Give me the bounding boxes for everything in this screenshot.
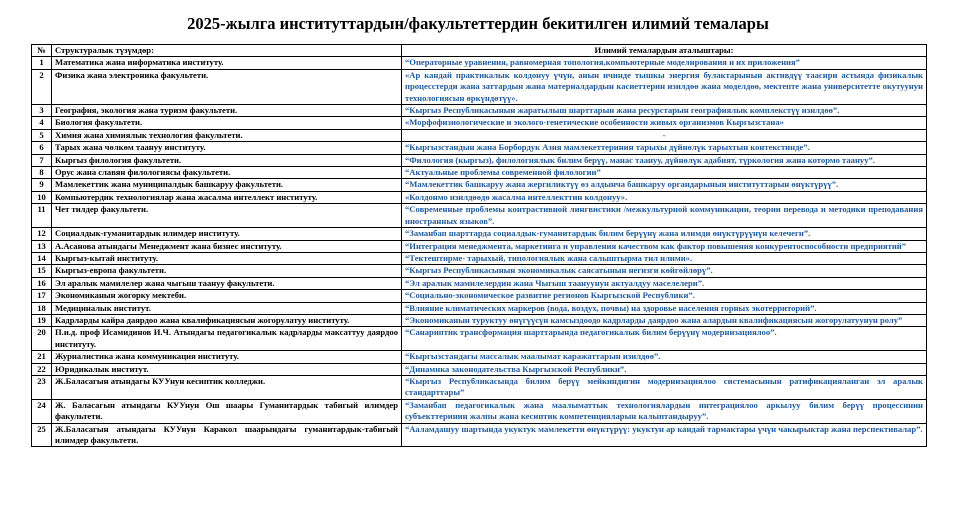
table-row bbox=[32, 69, 927, 104]
row-number: 1 bbox=[32, 57, 52, 69]
structural-unit-name: Тарых жана чөлкөм таануу институту. bbox=[52, 142, 402, 154]
table-row bbox=[32, 375, 927, 399]
research-topic: “Современные проблемы контрастивной лингвистики /межкультурной коммуникации, теории перевода и методики преподавания иностранных языков”. bbox=[402, 204, 927, 228]
table-row bbox=[32, 167, 927, 179]
research-topic: “Кыргызстандагы массалык маалымат каражаттарын изилдөө”. bbox=[402, 351, 927, 363]
table-row bbox=[32, 327, 927, 351]
row-number: 21 bbox=[32, 351, 52, 363]
column-header-topic: Илимий темалардын аталыштары: bbox=[402, 45, 927, 57]
table-row bbox=[32, 154, 927, 166]
structural-unit-name: П.и.д. проф Исамидинов И.Ч. Атындагы педагогикалык кадрларды максаттуу даярдоо институту. bbox=[52, 327, 402, 351]
row-number: 15 bbox=[32, 265, 52, 277]
research-topic: “Мамлекеттик башкаруу жана жергиликтүү өз алдынча башкаруу органдарынын институттарын өнүктүрүү”. bbox=[402, 179, 927, 191]
row-number: 16 bbox=[32, 277, 52, 289]
structural-unit-name: География, экология жана туризм факультети. bbox=[52, 105, 402, 117]
research-topic: “Актуальные проблемы современной филологии” bbox=[402, 167, 927, 179]
research-topic: “Эл аралык мамилелердин жана Чыгыш таануунун актуалдуу маселелери”. bbox=[402, 277, 927, 289]
structural-unit-name: Кыргыз филология факультети. bbox=[52, 154, 402, 166]
structural-unit-name: А.Асанова атындагы Менеджмент жана бизнес институту. bbox=[52, 240, 402, 252]
structural-unit-name: Социалдык-гуманитардык илимдер институту. bbox=[52, 228, 402, 240]
row-number: 13 bbox=[32, 240, 52, 252]
research-topic: - bbox=[402, 129, 927, 141]
table-row bbox=[32, 399, 927, 423]
structural-unit-name: Ж. Баласагын атындагы КУУнун Ош шаары Гуманитардык табигый илимдер факультети. bbox=[52, 399, 402, 423]
table-header-row bbox=[32, 45, 927, 57]
structural-unit-name: Физика жана электроника факультети. bbox=[52, 69, 402, 104]
research-topic: «Колдонмо изилдөөдө жасалма интеллекттин колдонуу». bbox=[402, 191, 927, 203]
row-number: 10 bbox=[32, 191, 52, 203]
table-row bbox=[32, 277, 927, 289]
row-number: 18 bbox=[32, 302, 52, 314]
structural-unit-name: Юридикалык институт. bbox=[52, 363, 402, 375]
table-body bbox=[32, 57, 927, 447]
table-row bbox=[32, 240, 927, 252]
row-number: 24 bbox=[32, 399, 52, 423]
research-topic: “Санариптик трансформация шарттарында педагогикалык билим берүүнү модернизациялоо”. bbox=[402, 327, 927, 351]
table-row bbox=[32, 290, 927, 302]
table-row bbox=[32, 252, 927, 264]
table-row bbox=[32, 191, 927, 203]
structural-unit-name: Кадрларды кайра даярдоо жана квалификациясын жогорулатуу институту. bbox=[52, 314, 402, 326]
structural-unit-name: Экономиканын жогорку мектеби. bbox=[52, 290, 402, 302]
structural-unit-name: Орус жана славян филологиясы факультети. bbox=[52, 167, 402, 179]
research-topic: “Влияние климатических маркеров (вода, воздух, почвы) на здоровье населения горных экотерриторий”. bbox=[402, 302, 927, 314]
table-row bbox=[32, 142, 927, 154]
structural-unit-name: Ж.Баласагын атындагы КУУнун Каракол шаарындагы гуманитардык-табигый илимдер факультети. bbox=[52, 423, 402, 447]
row-number: 19 bbox=[32, 314, 52, 326]
table-row bbox=[32, 179, 927, 191]
document-title: 2025-жылга институттардын/факультеттердин бекитилген илимий темалары bbox=[187, 14, 769, 33]
research-topic: “Кыргыз Республикасында билим берүү мейкиндигин модернизациялоо системасынын ратификацияланган эл аралык стандарттары” bbox=[402, 375, 927, 399]
table-row bbox=[32, 351, 927, 363]
structural-unit-name: Медициналык институт. bbox=[52, 302, 402, 314]
research-topic: “Экономиканын туруктуу өнүгүүсүн камсыздоодо кадрларды даярдоо жана алардын квалификациясын жогорулатуунун ролу” bbox=[402, 314, 927, 326]
table-row bbox=[32, 57, 927, 69]
row-number: 12 bbox=[32, 228, 52, 240]
table-row bbox=[32, 265, 927, 277]
table-row bbox=[32, 228, 927, 240]
research-topic: «Морфофизиологические и эколого-генетические особенности живых организмов Кыргызстана» bbox=[402, 117, 927, 129]
structural-unit-name: Кыргыз-кытай институту. bbox=[52, 252, 402, 264]
research-topic: “Ааламдашуу шартында укуктук мамлекетти өнүктүрүү: укуктун ар кандай тармактары үчүн чакырыктар жана перспективалар”. bbox=[402, 423, 927, 447]
structural-unit-name: Чет тилдер факультети. bbox=[52, 204, 402, 228]
row-number: 8 bbox=[32, 167, 52, 179]
table-row bbox=[32, 129, 927, 141]
research-topic: “Социально-экономическое развитие регионов Кыргызской Республики”. bbox=[402, 290, 927, 302]
row-number: 17 bbox=[32, 290, 52, 302]
structural-unit-name: Журналистика жана коммуникация институту. bbox=[52, 351, 402, 363]
table-row bbox=[32, 204, 927, 228]
research-topic: “Кыргызстандын жана Борбордук Азия мамлекеттеринин тарыхы дүйнөлүк тарыхтын контекстинде”. bbox=[402, 142, 927, 154]
table-row bbox=[32, 105, 927, 117]
row-number: 20 bbox=[32, 327, 52, 351]
structural-unit-name: Математика жана информатика институту. bbox=[52, 57, 402, 69]
table-row bbox=[32, 302, 927, 314]
research-topic: “Кыргыз Республикасынын жаратылыш шарттарын жана ресурстарын географиялык комплекстүү изилдөө”. bbox=[402, 105, 927, 117]
row-number: 25 bbox=[32, 423, 52, 447]
table-row bbox=[32, 314, 927, 326]
research-topic: “Филология (кыргыз), филологиялык билим берүү, манас таануу, дүйнөлүк адабият, түркология жана котормо таануу”. bbox=[402, 154, 927, 166]
row-number: 6 bbox=[32, 142, 52, 154]
research-topic: «Ар кандай практикалык колдонуу үчүн, анын ичинде тышкы энергия булактарынын активдүү таасири астында физикалык процесстерди жана заттардын жана материалдардын касиеттерин изилдөө жана моделдөө, мектепте жана университетте окутуунун технологиясын өркүндөтүү». bbox=[402, 69, 927, 104]
row-number: 11 bbox=[32, 204, 52, 228]
row-number: 2 bbox=[32, 69, 52, 104]
research-topic: “Заманбап шарттарда социалдык-гуманитардык билим берүүнү жана илимди өнүктүрүүнүн келечеги”. bbox=[402, 228, 927, 240]
table-row bbox=[32, 423, 927, 447]
structural-unit-name: Кыргыз-европа факультети. bbox=[52, 265, 402, 277]
research-topic: “Кыргыз Республикасынын экономикалык саясатынын негизги көйгөйлөрү”. bbox=[402, 265, 927, 277]
topics-table bbox=[31, 44, 927, 447]
row-number: 3 bbox=[32, 105, 52, 117]
row-number: 7 bbox=[32, 154, 52, 166]
table-row bbox=[32, 363, 927, 375]
research-topic: “Операторные уравнения, равномерная топология,компьютерные моделирования и их приложения” bbox=[402, 57, 927, 69]
structural-unit-name: Компьютердик технологиялар жана жасалма интеллект институту. bbox=[52, 191, 402, 203]
structural-unit-name: Мамлекеттик жана муниципалдык башкаруу факультети. bbox=[52, 179, 402, 191]
structural-unit-name: Биология факультети. bbox=[52, 117, 402, 129]
column-header-unit: Структуралык түзүмдөр: bbox=[52, 45, 402, 57]
row-number: 14 bbox=[32, 252, 52, 264]
research-topic: “Интеграция менеджмента, маркетинга и управления качеством как фактор повышения конкурентоспособности предприятий” bbox=[402, 240, 927, 252]
row-number: 23 bbox=[32, 375, 52, 399]
research-topic: “Заманбап педагогикалык жана маалыматтык технологиялардын интеграциялоо аркылуу билим берүү процессинин субъекттеринин жалпы жана кесиптик компетенцияларын калыптандыруу”. bbox=[402, 399, 927, 423]
row-number: 9 bbox=[32, 179, 52, 191]
structural-unit-name: Химия жана химиялык технология факультети. bbox=[52, 129, 402, 141]
research-topic: “Тектештирме- тарыхый, типологиялык жана салыштырма тил илими». bbox=[402, 252, 927, 264]
row-number: 22 bbox=[32, 363, 52, 375]
structural-unit-name: Ж.Баласагын атындагы КУУнун кесиптик колледжи. bbox=[52, 375, 402, 399]
structural-unit-name: Эл аралык мамилелер жана чыгыш таануу факультети. bbox=[52, 277, 402, 289]
row-number: 4 bbox=[32, 117, 52, 129]
column-header-number: № bbox=[32, 45, 52, 57]
research-topic: “Динамика законодательства Кыргызской Республики”. bbox=[402, 363, 927, 375]
row-number: 5 bbox=[32, 129, 52, 141]
table-row bbox=[32, 117, 927, 129]
